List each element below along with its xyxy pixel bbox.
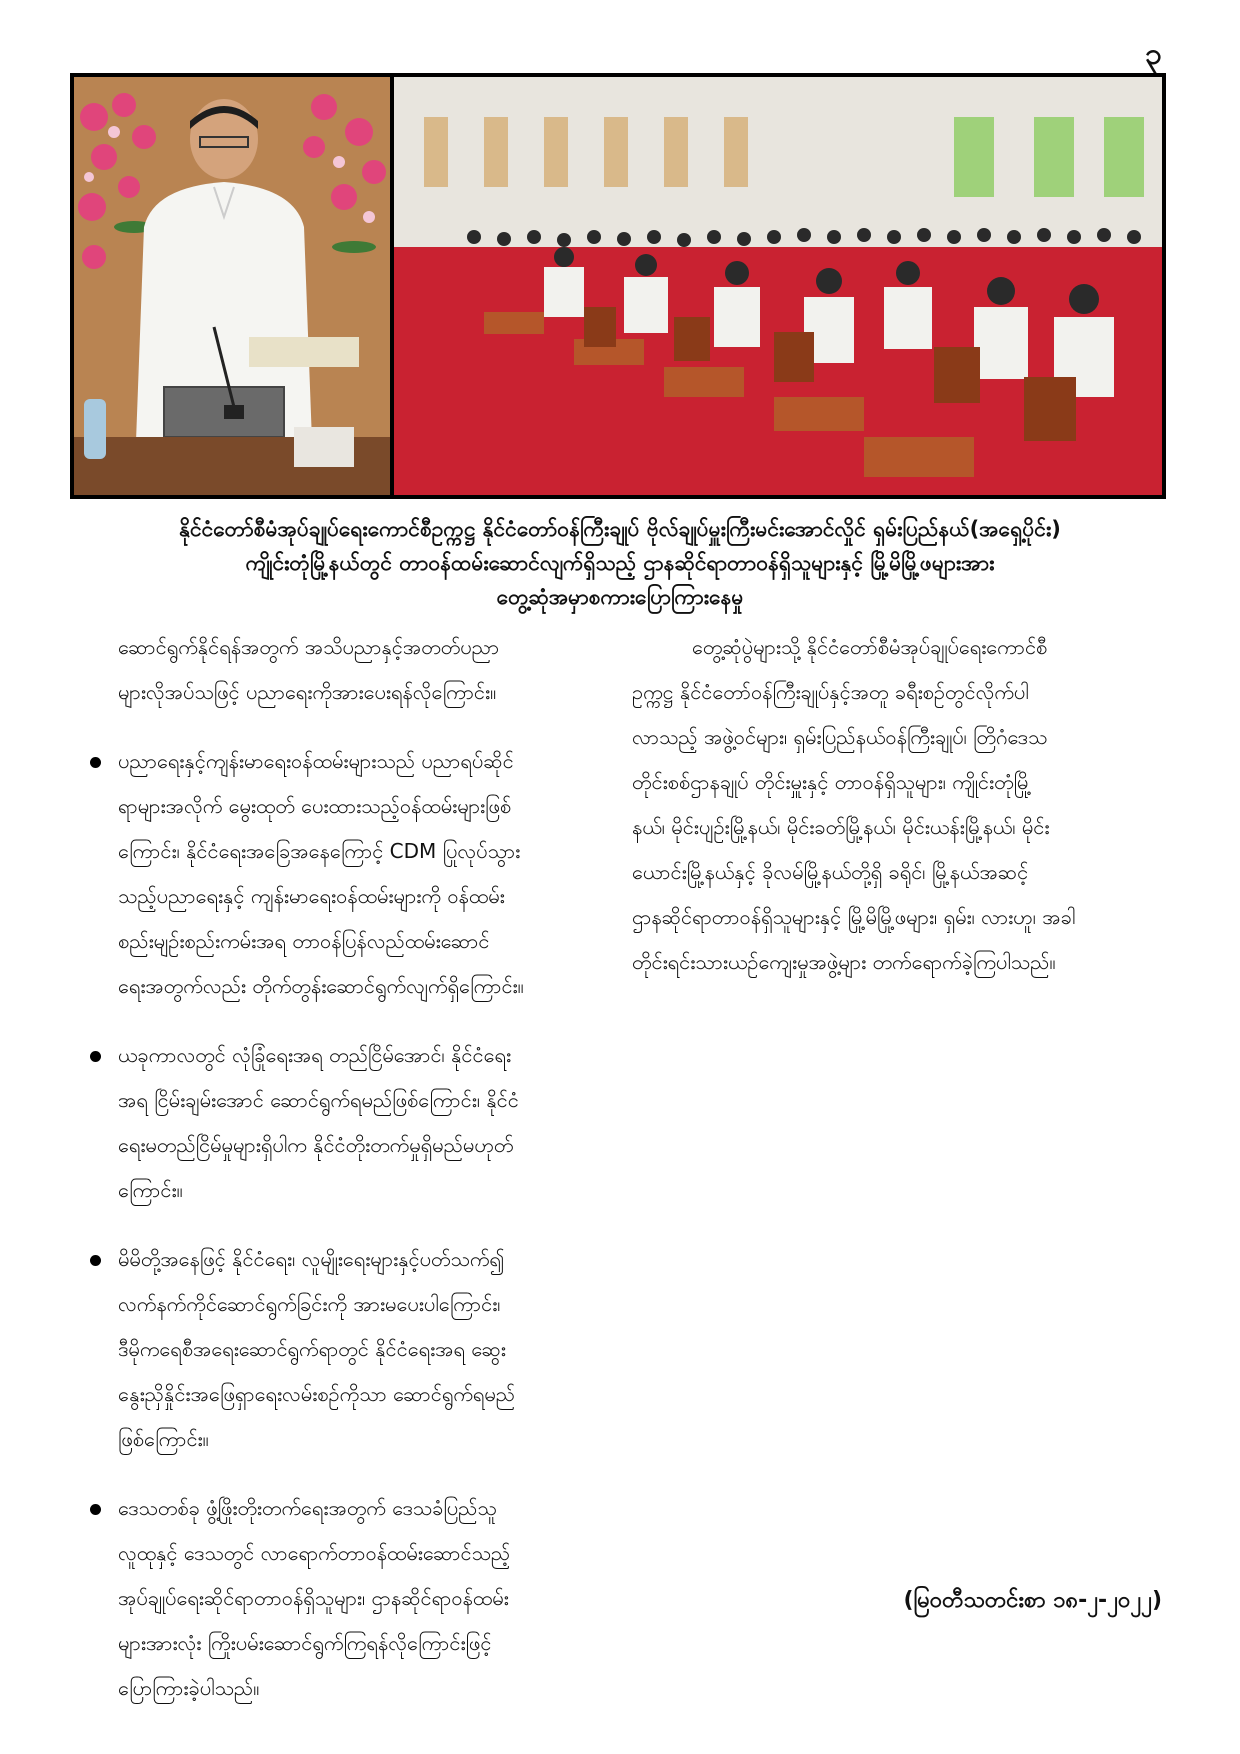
page-number: ၃ [1145, 37, 1162, 72]
bullet-dot-icon [90, 1504, 101, 1515]
news-photo [70, 73, 1166, 499]
text-line: လာသည့် အဖွဲ့ဝင်များ၊ ရှမ်းပြည်နယ်ဝန်ကြီးချုပ်၊ တြိဂံဒေသ [632, 725, 1048, 749]
text-line: အရ ငြိမ်းချမ်းအောင် ဆောင်ရွက်ရမည်ဖြစ်ကြောင်း၊ နိုင်ငံ [118, 1088, 519, 1112]
text-line: အုပ်ချုပ်ရေးဆိုင်ရာတာဝန်ရှိသူများ၊ ဌာနဆိုင်ရာဝန်ထမ်း [118, 1586, 509, 1610]
text-line: တိုင်းစစ်ဌာနချုပ် တိုင်းမှူးနှင့် တာဝန်ရှိသူများ၊ ကျိုင်းတုံမြို့ [632, 770, 1032, 794]
audience-photo-art [394, 77, 1162, 495]
text-line: ပြောကြားခဲ့ပါသည်။ [118, 1676, 260, 1700]
text-line: ယောင်းမြို့နယ်နှင့် ခိုလမ်မြို့နယ်တို့ရှိ ခရိုင်၊ မြို့နယ်အဆင့် [632, 860, 1029, 884]
text-line: မိမိတို့အနေဖြင့် နိုင်ငံရေး၊ လူမျိုးရေးများနှင့်ပတ်သက်၍ [118, 1247, 505, 1271]
text-line: တွေ့ဆုံပွဲများသို့ နိုင်ငံတော်စီမံအုပ်ချုပ်ရေးကောင်စီ [692, 635, 1048, 659]
text-line: ကြောင်း။ [118, 1178, 183, 1202]
speaker-photo [74, 77, 390, 495]
text-line: လူထုနှင့် ဒေသတွင် လာရောက်တာဝန်ထမ်းဆောင်သည့် [118, 1541, 511, 1565]
text-line: များအားလုံး ကြိုးပမ်းဆောင်ရွက်ကြရန်လိုကြောင်းဖြင့် [118, 1631, 492, 1655]
text-line: ဥက္ကဋ္ဌ နိုင်ငံတော်ဝန်ကြီးချုပ်နှင့်အတူ ခရီးစဉ်တွင်လိုက်ပါ [632, 680, 1029, 704]
text-line: ဒီမိုကရေစီအရေးဆောင်ရွက်ရာတွင် နိုင်ငံရေးအရ ဆွေး [118, 1337, 506, 1361]
bullet-item [90, 1033, 610, 1213]
audience-photo [394, 77, 1162, 495]
speaker-photo-art [74, 77, 390, 495]
text-line: နွေးညှိနှိုင်းအဖြေရှာရေးလမ်းစဉ်ကိုသာ ဆောင်ရွက်ရမည် [118, 1382, 516, 1406]
text-line: ရာများအလိုက် မွေးထုတ် ပေးထားသည့်ဝန်ထမ်းများဖြစ် [118, 794, 512, 818]
lead-paragraph [90, 625, 610, 715]
text-line: နယ်၊ မိုင်းပျဉ်းမြို့နယ်၊ မိုင်းခတ်မြို့နယ်၊ မိုင်းယန်းမြို့နယ်၊ မိုင်း [632, 815, 1050, 839]
text-line: ဆောင်ရွက်နိုင်ရန်အတွက် အသိပညာနှင့်အတတ်ပညာ [118, 635, 500, 659]
bullet-dot-icon [90, 757, 101, 768]
text-line: ရေးမတည်ငြိမ်မှုများရှိပါက နိုင်ငံတိုးတက်မှုရှိမည်မဟုတ် [118, 1133, 514, 1157]
caption-line: ကျိုင်းတုံမြို့နယ်တွင် တာဝန်ထမ်းဆောင်လျက်ရှိသည့် ဌာနဆိုင်ရာတာဝန်ရှိသူများနှင့် မြို့မိမြို့ဖများအား [245, 551, 995, 575]
text-line: လက်နက်ကိုင်ဆောင်ရွက်ခြင်းကို အားမပေးပါကြောင်း၊ [118, 1292, 501, 1316]
bullet-item [90, 1237, 610, 1462]
caption-line: တွေ့ဆုံအမှာစကားပြောကြားနေမှု [496, 585, 744, 609]
text-line: ဌာနဆိုင်ရာတာဝန်ရှိသူများနှင့် မြို့မိမြို့ဖများ၊ ရှမ်း၊ လားဟူ၊ အခါ [632, 905, 1076, 929]
text-line: ကြောင်း၊ နိုင်ငံရေးအခြေအနေကြောင့် CDM ပြုလုပ်သွား [118, 839, 521, 863]
photo-caption [90, 512, 1150, 614]
bullet-dot-icon [90, 1255, 101, 1266]
caption-line: နိုင်ငံတော်စီမံအုပ်ချုပ်ရေးကောင်စီဥက္ကဋ္ဌ နိုင်ငံတော်ဝန်ကြီးချုပ် ဗိုလ်ချုပ်မှူးကြီးမင်းအောင်လှိုင် ရှမ်းပြည်နယ်(အရှေ့ပိုင်း) [179, 517, 1061, 541]
text-line: ဒေသတစ်ခု ဖွံ့ဖြိုးတိုးတက်ရေးအတွက် ဒေသခံပြည်သူ [118, 1496, 497, 1520]
bullet-item [90, 1486, 610, 1711]
text-line: တိုင်းရင်းသားယဉ်ကျေးမှုအဖွဲ့များ တက်ရောက်ခဲ့ကြပါသည်။ [632, 950, 1056, 974]
text-line: ဖြစ်ကြောင်း။ [118, 1427, 209, 1451]
left-column [90, 625, 610, 1711]
bullet-dot-icon [90, 1051, 101, 1062]
bullet-item [90, 739, 610, 1009]
text-line: စည်းမျဉ်းစည်းကမ်းအရ တာဝန်ပြန်လည်ထမ်းဆောင် [118, 929, 490, 953]
text-line: ပညာရေးနှင့်ကျန်းမာရေးဝန်ထမ်းများသည် ပညာရပ်ဆိုင် [118, 749, 514, 773]
source-citation: (မြဝတီသတင်းစာ ၁၈-၂-၂၀၂၂) [903, 1588, 1162, 1613]
text-line: ယခုကာလတွင် လုံခြုံရေးအရ တည်ငြိမ်အောင်၊ နိုင်ငံရေး [118, 1043, 512, 1067]
text-line: သည့်ပညာရေးနှင့် ကျန်းမာရေးဝန်ထမ်းများကို ဝန်ထမ်း [118, 884, 505, 908]
right-column [632, 625, 1162, 985]
body-paragraph [632, 625, 1162, 985]
text-line: ရေးအတွက်လည်း တိုက်တွန်းဆောင်ရွက်လျက်ရှိကြောင်း။ [118, 974, 524, 998]
text-line: များလိုအပ်သဖြင့် ပညာရေးကိုအားပေးရန်လိုကြောင်း။ [118, 680, 497, 704]
